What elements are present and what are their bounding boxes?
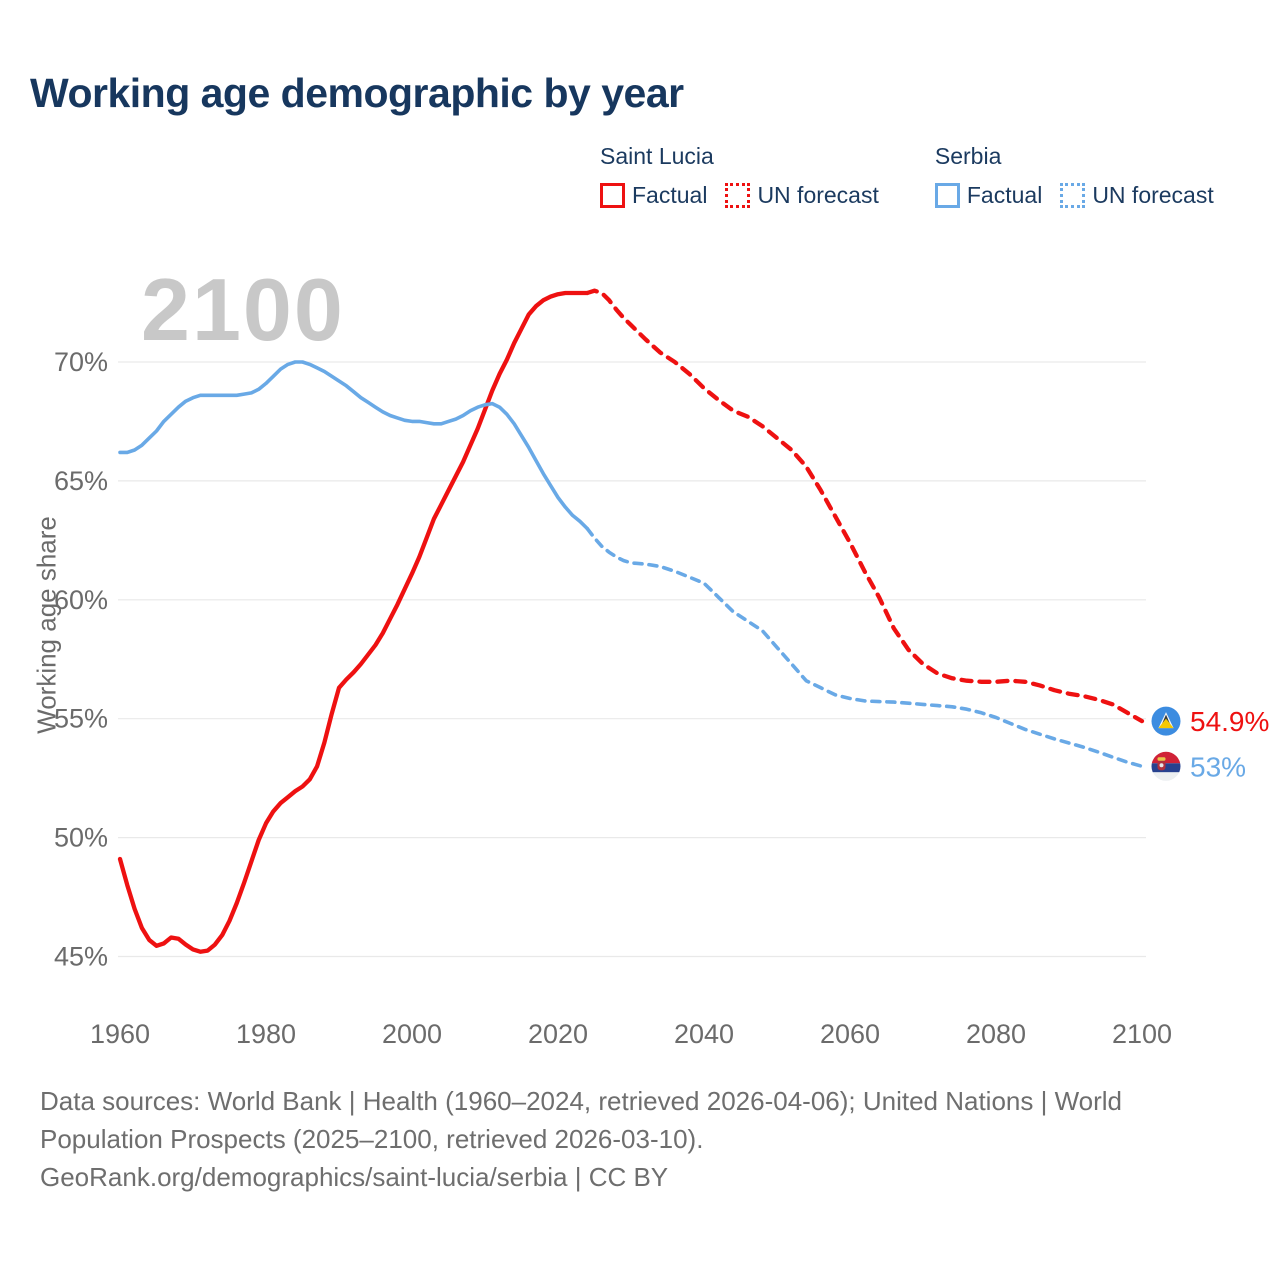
- y-axis-tick-label: 60%: [53, 584, 108, 615]
- y-axis-tick-label: 50%: [53, 822, 108, 853]
- x-axis-tick-label: 2020: [527, 1019, 589, 1049]
- page-title: Working age demographic by year: [30, 70, 684, 116]
- end-value-label: 54.9%: [1190, 706, 1270, 738]
- x-axis-tick-label: 2080: [965, 1019, 1027, 1049]
- x-axis-tick-label: 2100: [1111, 1019, 1173, 1049]
- source-line: Data sources: World Bank | Health (1960–2024, retrieved 2026-04-06); United Nations | World: [40, 1086, 1123, 1116]
- legend-item-label: UN forecast: [1092, 182, 1214, 208]
- serbia-flag-icon: [1151, 751, 1181, 781]
- series-serbia-forecast: [587, 529, 1142, 767]
- legend-item-label: Factual: [966, 182, 1043, 208]
- legend-item-label: Factual: [632, 182, 708, 208]
- legend-country-label: Saint Lucia: [600, 143, 714, 169]
- watermark-year: 2100: [141, 260, 345, 359]
- series-saint-lucia-forecast: [587, 291, 1142, 721]
- series-serbia-factual: [120, 362, 587, 529]
- y-axis-title: Working age share: [31, 516, 62, 734]
- x-axis-tick-label: 2040: [673, 1019, 735, 1049]
- x-axis-tick-label: 2060: [819, 1019, 881, 1049]
- end-value-label: 53%: [1190, 751, 1247, 783]
- y-axis-tick-label: 55%: [53, 703, 108, 734]
- source-line: Population Prospects (2025–2100, retrieved 2026-03-10).: [40, 1124, 704, 1154]
- y-axis-tick-label: 65%: [53, 465, 108, 496]
- y-axis-tick-label: 70%: [53, 347, 108, 377]
- x-axis-tick-label: 2000: [381, 1019, 443, 1049]
- y-axis-tick-label: 45%: [53, 941, 108, 972]
- saint-lucia-flag-icon: [1152, 707, 1181, 736]
- legend-country-label: Serbia: [934, 143, 1002, 169]
- x-axis-tick-label: 1960: [89, 1019, 151, 1049]
- legend-item-label: UN forecast: [757, 182, 879, 208]
- source-attribution: [40, 1082, 1122, 1196]
- x-axis-tick-label: 1980: [235, 1019, 297, 1049]
- source-line: GeoRank.org/demographics/saint-lucia/serbia | CC BY: [40, 1162, 669, 1192]
